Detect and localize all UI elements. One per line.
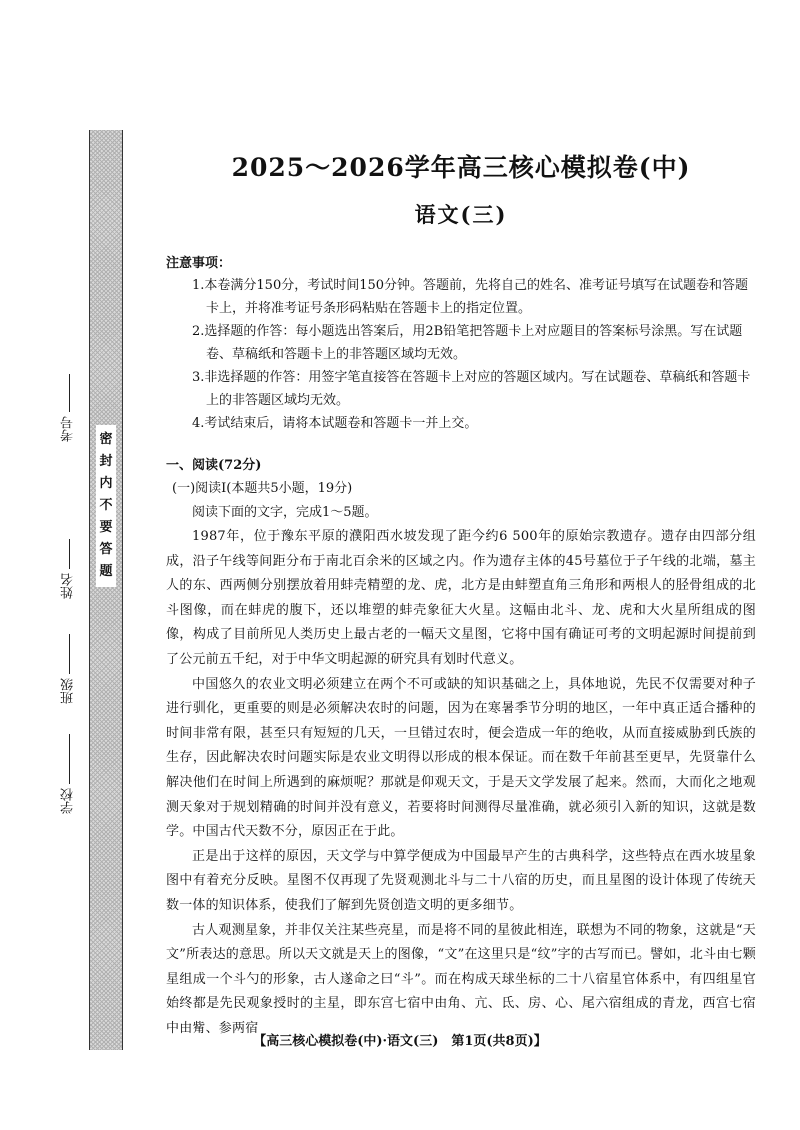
reading-paragraph: 1987年，位于豫东平原的濮阳西水坡发现了距今约6 500年的原始宗教遗存。遗存由四部分组成，沿子午线等间距分布于南北百余米的区域之内。作为遗存主体的45号墓位于子午线的北端，墓主人的东、西两侧分别摆放着用蚌壳精塑的龙、虎，北方是由蚌塑直角三角形和两根人的胫骨组成的北斗图像，而在蚌虎的腹下，还以堆塑的蚌壳象征大火星。这幅由北斗、龙、虎和大火星所组成的图像，构成了目前所见人类历史上最古老的一幅天文星图，它将中国有确证可考的文明起源时间提前到了公元前五千纪，对于中华文明起源的研究具有划时代意义。 [166,529,756,667]
exam-page [166,150,756,1041]
seal-char: 题 [99,564,113,579]
notice-list [166,274,756,435]
exam-title: 2025～2026学年高三核心模拟卷(中) [231,153,691,182]
school-label: 学校 [61,788,76,814]
notice-heading: 注意事项： [166,256,232,271]
seal-char: 封 [99,454,113,469]
sub-section-heading: (一)阅读Ⅰ(本题共5小题，19分) [172,481,353,496]
notice-item: 1.本卷满分150分，考试时间150分钟。答题前，先将自己的姓名、准考证号填写在试题卷和答题卡上，并将准考证号条形码粘贴在答题卡上的指定位置。 [192,278,749,316]
class-blank[interactable] [69,634,70,674]
seal-char: 答 [99,542,113,557]
seal-char: 密 [99,432,113,447]
section-heading: 一、阅读(72分) [166,458,262,473]
notice-item: 4.考试结束后，请将本试题卷和答题卡一并上交。 [192,416,478,431]
exam-subtitle: 语文(三) [414,202,508,227]
seal-char: 要 [99,520,113,535]
reading-instruction: 阅读下面的文字，完成1～5题。 [192,505,378,520]
binding-strip [89,130,123,1050]
seal-char: 内 [99,476,113,491]
notice-item: 2.选择题的作答：每小题选出答案后，用2B铅笔把答题卡上对应题目的答案标号涂黑。写在试题卷、草稿纸和答题卡上的非答题区域均无效。 [192,324,743,362]
reading-paragraph: 古人观测星象，并非仅关注某些亮星，而是将不同的星彼此相连，联想为不同的物象，这就是“天文”所表达的意思。所以天文就是天上的图像，“文”在这里只是“纹”字的古写而已。譬如，北斗由七颗星组成一个斗勺的形象，古人遂命之曰“斗”。而在构成天球坐标的二十八宿星官体系中，有四组星官始终都是先民观象授时的主星，即东宫七宿中由角、亢、氐、房、心、尾六宿组成的青龙，西宫七宿中由觜、参两宿 [166,922,756,1036]
exam-no-label: 考号 [61,416,76,442]
reading-paragraph: 中国悠久的农业文明必须建立在两个不可或缺的知识基础之上，具体地说，先民不仅需要对种子进行驯化，更重要的则是必须解决农时的问题，因为在寒暑季节分明的地区，一年中真正适合播种的时间非常有限，甚至只有短短的几天，一旦错过农时，便会造成一年的绝收，从而直接威胁到氏族的生存，因此解决农时问题实际是农业文明得以形成的根本保证。而在数千年前甚至更早，先贤靠什么解决他们在时间上所遇到的麻烦呢？那就是仰观天文，于是天文学发展了起来。然而，大而化之地观测天象对于规划精确的时间并没有意义，若要将时间测得尽量准确，就必须引入新的知识，这就是数学。中国古代天数不分，原因正在于此。 [166,676,756,840]
reading-paragraph: 正是出于这样的原因，天文学与中算学便成为中国最早产生的古典科学，这些特点在西水坡星象图中有着充分反映。星图不仅再现了先贤观测北斗与二十八宿的历史，而且星图的设计体现了传统天数一体的知识体系，使我们了解到先贤创造文明的更多细节。 [166,848,756,913]
name-label: 姓名 [61,573,76,599]
exam-no-blank[interactable] [69,374,70,412]
name-field[interactable] [58,535,80,599]
school-field[interactable] [58,730,80,814]
class-field[interactable] [58,630,80,704]
exam-no-field[interactable] [58,370,80,442]
page-footer: 【高三核心模拟卷(中)·语文(三) 第1页(共8页)】 [253,1034,547,1049]
seal-char: 不 [99,498,113,513]
seal-line-notice [96,425,116,587]
class-label: 班级 [61,678,76,704]
school-blank[interactable] [69,734,70,784]
notice-item: 3.非选择题的作答：用签字笔直接答在答题卡上对应的答题区域内。写在试题卷、草稿纸和答题卡上的非答题区域均无效。 [192,370,751,408]
name-blank[interactable] [69,539,70,569]
